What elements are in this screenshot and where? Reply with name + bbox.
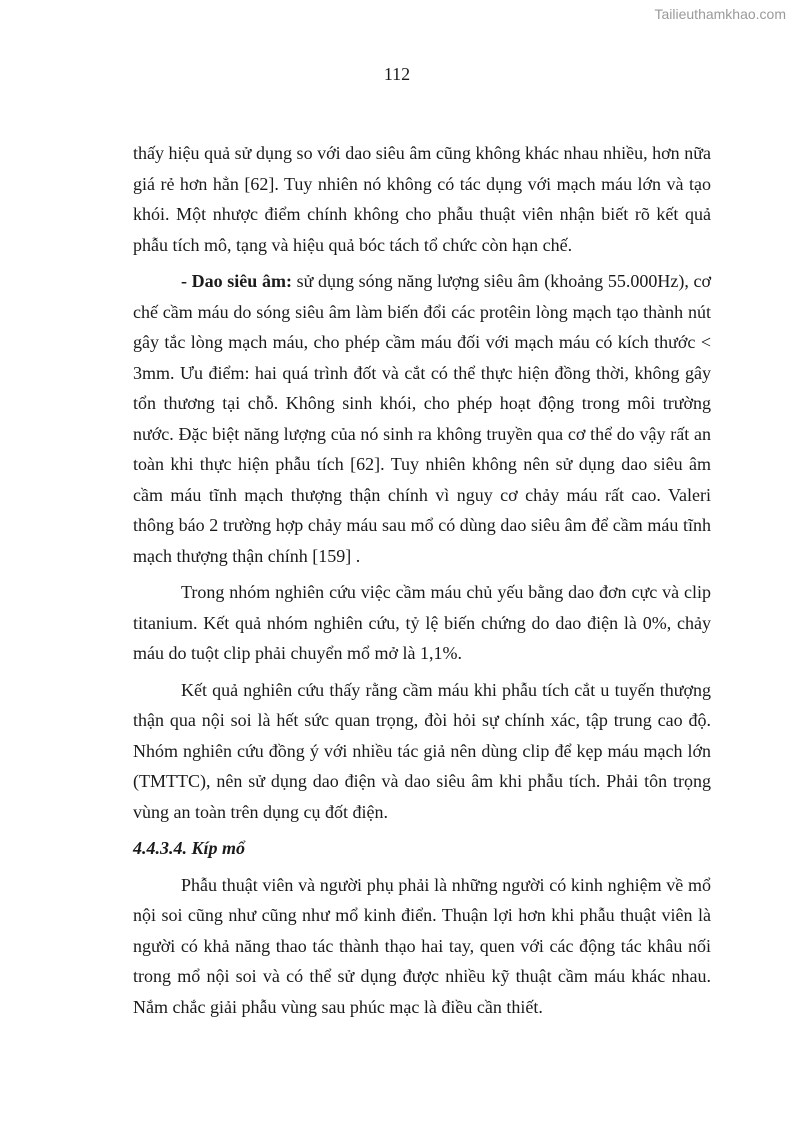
paragraph-ket-qua: Kết quả nghiên cứu thấy rằng cầm máu khi phẫu tích cắt u tuyến thượng thận qua nội soi là hết sức quan trọng, đòi hỏi sự chính xác, tập trung cao độ. Nhóm nghiên cứu đồng ý với nhiều tác giả nên dùng clip để kẹp máu mạch lớn (TMTTC), nên sử dụng dao điện và dao siêu âm khi phẫu tích. Phải tôn trọng vùng an toàn trên dụng cụ đốt điện. [133, 679, 711, 822]
term-dao-sieu-am: - Dao siêu âm: [181, 271, 292, 291]
document-body [133, 138, 711, 1022]
page-number: 112 [383, 64, 411, 84]
paragraph-cam-mau-nhom: Trong nhóm nghiên cứu việc cầm máu chủ yếu bằng dao đơn cực và clip titanium. Kết quả nhóm nghiên cứu, tỷ lệ biến chứng do dao điện là 0%, chảy máu do tuột clip phải chuyển mổ mở là 1,1%. [133, 582, 711, 663]
section-heading: 4.4.3.4. Kíp mổ [133, 838, 246, 858]
paragraph-dao-sieu-am [133, 266, 711, 571]
paragraph-continuation: thấy hiệu quả sử dụng so với dao siêu âm cũng không khác nhau nhiều, hơn nữa giá rẻ hơn hẳn [62]. Tuy nhiên nó không có tác dụng với mạch máu lớn và tạo khói. Một nhược điểm chính không cho phẫu thuật viên nhận biết rõ kết quả phẫu tích mô, tạng và hiệu quả bóc tách tổ chức còn hạn chế. [133, 143, 711, 255]
paragraph-dao-sieu-am-body: sử dụng sóng năng lượng siêu âm (khoảng 55.000Hz), cơ chế cầm máu do sóng siêu âm làm biến đổi các protêin lòng mạch tạo thành nút gây tắc lòng mạch máu, cho phép cầm máu đối với mạch máu có kích thước < 3mm. Ưu điểm: hai quá trình đốt và cắt có thể thực hiện đồng thời, không gây tổn thương tại chỗ. Không sinh khói, cho phép hoạt động trong môi trường nước. Đặc biệt năng lượng của nó sinh ra không truyền qua cơ thể do vậy rất an toàn khi thực hiện phẫu tích [62]. Tuy nhiên không nên sử dụng dao siêu âm cầm máu tĩnh mạch thượng thận chính vì nguy cơ chảy máu rất cao. Valeri thông báo 2 trường hợp chảy máu sau mổ có dùng dao siêu âm để cầm máu tĩnh mạch thượng thận chính [159] . [133, 271, 711, 566]
paragraph-kip-mo: Phẫu thuật viên và người phụ phải là những người có kinh nghiệm về mổ nội soi cũng như cũng như mổ kinh điển. Thuận lợi hơn khi phẫu thuật viên là người có khả năng thao tác thành thạo hai tay, quen với các động tác khâu nối trong mổ nội soi và có thể sử dụng được nhiều kỹ thuật cầm máu khác nhau. Nắm chắc giải phẫu vùng sau phúc mạc là điều cần thiết. [133, 874, 711, 1017]
watermark-text: Tailieuthamkhao.com [654, 6, 786, 22]
